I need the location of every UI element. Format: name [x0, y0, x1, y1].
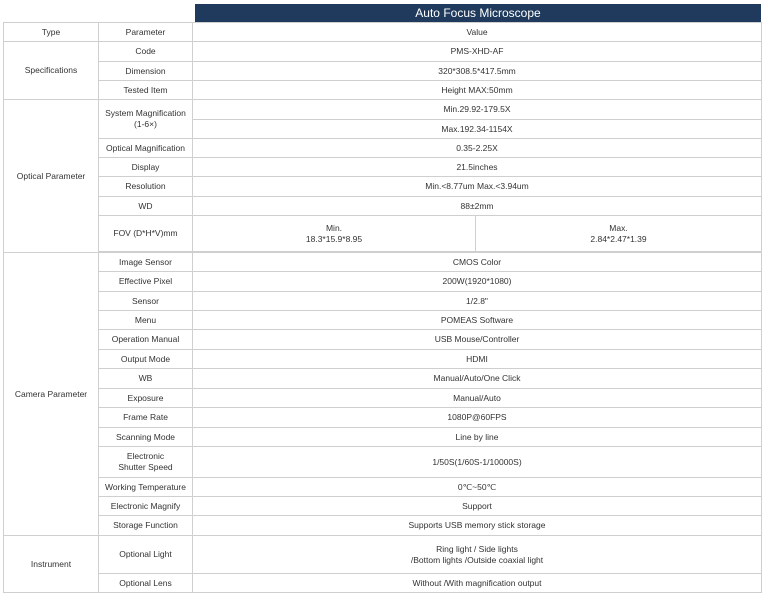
table-row	[4, 536, 762, 574]
param-label: Storage Function	[99, 516, 193, 536]
param-label: Optional Light	[99, 536, 193, 574]
param-value: Without /With magnification output	[193, 574, 762, 593]
table-row	[4, 216, 762, 252]
table-row	[4, 81, 762, 100]
fov-max-label: Max.	[609, 222, 628, 233]
table-row	[4, 369, 762, 389]
table-row	[4, 478, 762, 497]
param-value: Manual/Auto/One Click	[193, 369, 762, 389]
table-row	[4, 497, 762, 516]
param-label: Resolution	[99, 177, 193, 197]
param-label: Electronic Magnify	[99, 497, 193, 516]
group-optical: Optical Parameter	[4, 100, 99, 253]
table-row	[4, 574, 762, 593]
table-row	[4, 253, 762, 272]
param-value: Height MAX:50mm	[193, 81, 762, 100]
table-row	[4, 311, 762, 330]
param-value: Min.29.92-179.5X	[193, 100, 762, 120]
param-value: CMOS Color	[193, 253, 762, 272]
param-value: 0.35-2.25X	[193, 139, 762, 158]
param-value: Min.<8.77um Max.<3.94um	[193, 177, 762, 197]
table-row	[4, 350, 762, 369]
table-row	[4, 177, 762, 197]
table-row	[4, 139, 762, 158]
param-value-line1: Ring light / Side lights	[436, 543, 518, 554]
param-value: Manual/Auto	[193, 389, 762, 408]
param-label: Menu	[99, 311, 193, 330]
table-title: Auto Focus Microscope	[195, 4, 761, 22]
group-camera: Camera Parameter	[4, 253, 99, 536]
table-row	[4, 158, 762, 177]
header-value: Value	[193, 23, 762, 42]
param-label-line1: Electronic	[126, 451, 165, 461]
param-label	[99, 447, 193, 478]
param-label: Code	[99, 42, 193, 62]
param-value: 0℃~50℃	[193, 478, 762, 497]
param-value-line2: /Bottom lights /Outside coaxial light	[410, 554, 544, 565]
table-row	[4, 292, 762, 311]
param-label: Scanning Mode	[99, 428, 193, 447]
param-label: Effective Pixel	[99, 272, 193, 292]
param-value: PMS-XHD-AF	[193, 42, 762, 62]
param-value: Line by line	[193, 428, 762, 447]
param-label: WD	[99, 197, 193, 216]
param-label: Sensor	[99, 292, 193, 311]
table-row	[4, 42, 762, 62]
param-label: Working Temperature	[99, 478, 193, 497]
header-row	[4, 23, 762, 42]
param-value: 1080P@60FPS	[193, 408, 762, 428]
param-value: 1/50S(1/60S-1/10000S)	[193, 447, 762, 478]
param-value-min	[193, 216, 476, 252]
param-value: 1/2.8"	[193, 292, 762, 311]
param-value-max	[476, 216, 762, 252]
param-label: Frame Rate	[99, 408, 193, 428]
param-value	[193, 536, 762, 574]
group-instrument: Instrument	[4, 536, 99, 593]
param-label: Output Mode	[99, 350, 193, 369]
param-value: HDMI	[193, 350, 762, 369]
param-value: POMEAS Software	[193, 311, 762, 330]
param-value: 200W(1920*1080)	[193, 272, 762, 292]
param-value: Max.192.34-1154X	[193, 120, 762, 139]
fov-min-value: 18.3*15.9*8.95	[305, 233, 363, 244]
param-label: Dimension	[99, 62, 193, 81]
table-row	[4, 389, 762, 408]
param-label	[99, 100, 193, 139]
param-label: Tested Item	[99, 81, 193, 100]
spec-table	[3, 22, 762, 593]
group-specifications: Specifications	[4, 42, 99, 100]
fov-min-label: Min.	[325, 222, 343, 233]
table-row	[4, 197, 762, 216]
param-value: 320*308.5*417.5mm	[193, 62, 762, 81]
param-label: Exposure	[99, 389, 193, 408]
spec-sheet	[3, 4, 761, 595]
param-label: Operation Manual	[99, 330, 193, 350]
param-value: 21.5inches	[193, 158, 762, 177]
table-row	[4, 447, 762, 478]
header-type: Type	[4, 23, 99, 42]
table-row	[4, 428, 762, 447]
param-value: Supports USB memory stick storage	[193, 516, 762, 536]
table-row	[4, 516, 762, 536]
param-label: WB	[99, 369, 193, 389]
header-parameter: Parameter	[99, 23, 193, 42]
table-row	[4, 272, 762, 292]
table-row	[4, 408, 762, 428]
param-label: Image Sensor	[99, 253, 193, 272]
param-label-line1: System Magnification	[105, 108, 186, 118]
param-label-line2: Shutter Speed	[118, 462, 173, 472]
table-row	[4, 330, 762, 350]
table-row	[4, 100, 762, 120]
param-label: Optical Magnification	[99, 139, 193, 158]
table-row	[4, 62, 762, 81]
param-value: USB Mouse/Controller	[193, 330, 762, 350]
param-label: Display	[99, 158, 193, 177]
param-label: FOV (D*H*V)mm	[99, 216, 193, 252]
param-label: Optional Lens	[99, 574, 193, 593]
param-label-line2: (1-6×)	[134, 119, 157, 129]
fov-max-value: 2.84*2.47*1.39	[590, 233, 647, 244]
param-value: Support	[193, 497, 762, 516]
param-value: 88±2mm	[193, 197, 762, 216]
